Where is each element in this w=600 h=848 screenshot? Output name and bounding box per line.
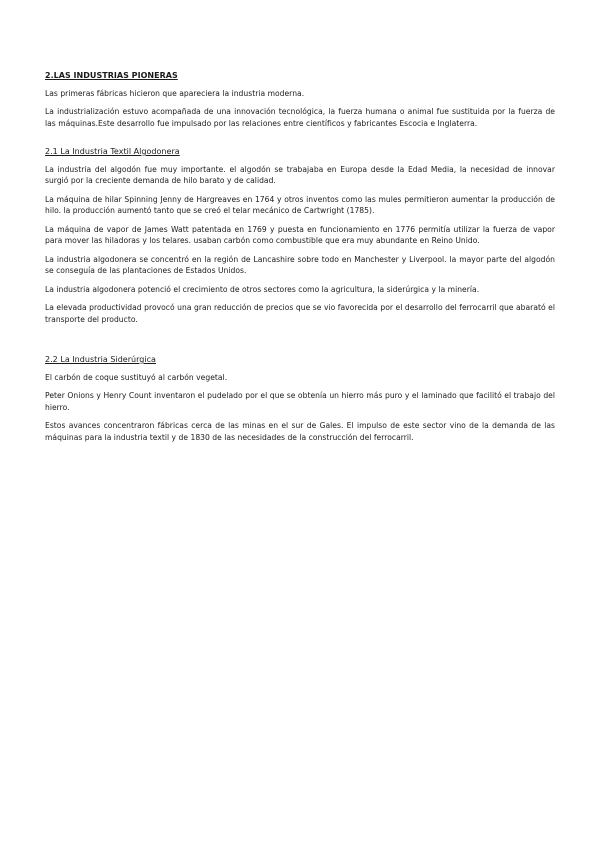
paragraph: La industria del algodón fue muy importante. el algodón se trabajaba en Europa desde la Edad Media, la necesidad de innovar surgió por la creciente demanda de hilo barato y de calidad.: [45, 164, 555, 185]
section-industria-siderurgica: [45, 354, 555, 443]
paragraph: Estos avances concentraron fábricas cerca de las minas en el sur de Gales. El impulso de este sector vino de la demanda de las máquinas para la industria textil y de 1830 de las necesidades de la construcción del ferrocarril.: [45, 421, 555, 442]
paragraph: La elevada productividad provocó una gran reducción de precios que se vio favorecida por el desarrollo del ferrocarril que abarató el transporte del producto.: [45, 303, 555, 324]
paragraph: La industrialización estuvo acompañada de una innovación tecnológica, la fuerza humana o animal fue sustituida por la fuerza de las máquinas.Este desarrollo fue impulsado por las relaciones entre científicos y fabricantes Escocia e Inglaterra.: [45, 107, 555, 128]
document-body: [45, 70, 555, 450]
section-title: 2.2 La Industria Siderúrgica: [45, 355, 156, 364]
paragraph: Las primeras fábricas hicieron que apareciera la industria moderna.: [45, 88, 305, 98]
section-title: 2.LAS INDUSTRIAS PIONERAS: [45, 71, 178, 80]
paragraph: Peter Onions y Henry Count inventaron el pudelado por el que se obtenía un hierro más puro y el laminado que facilitó el trabajo del hierro.: [45, 391, 555, 412]
section-industria-textil: [45, 146, 555, 325]
section-industrias-pioneras: [45, 70, 555, 129]
section-title: 2.1 La Industria Textil Algodonera: [45, 147, 180, 156]
paragraph: La industria algodonera se concentró en la región de Lancashire sobre todo en Manchester y Liverpool. la mayor parte del algodón se conseguía de las plantaciones de Estados Unidos.: [45, 254, 555, 275]
paragraph: La industria algodonera potenció el crecimiento de otros sectores como la agricultura, la siderúrgica y la minería.: [45, 284, 480, 294]
paragraph: El carbón de coque sustituyó al carbón vegetal.: [45, 372, 228, 382]
paragraph: La máquina de vapor de James Watt patentada en 1769 y puesta en funcionamiento en 1776 permitía utilizar la fuerza de vapor para mover las hiladoras y los telares. usaban carbón como combustible que era muy abundante en Reino Unido.: [45, 224, 555, 245]
paragraph: La máquina de hilar Spinning Jenny de Hargreaves en 1764 y otros inventos como las mules permitieron aumentar la producción de hilo. la producción aumentó tanto que se creó el telar mecánico de Cartwright (1785).: [45, 194, 555, 215]
